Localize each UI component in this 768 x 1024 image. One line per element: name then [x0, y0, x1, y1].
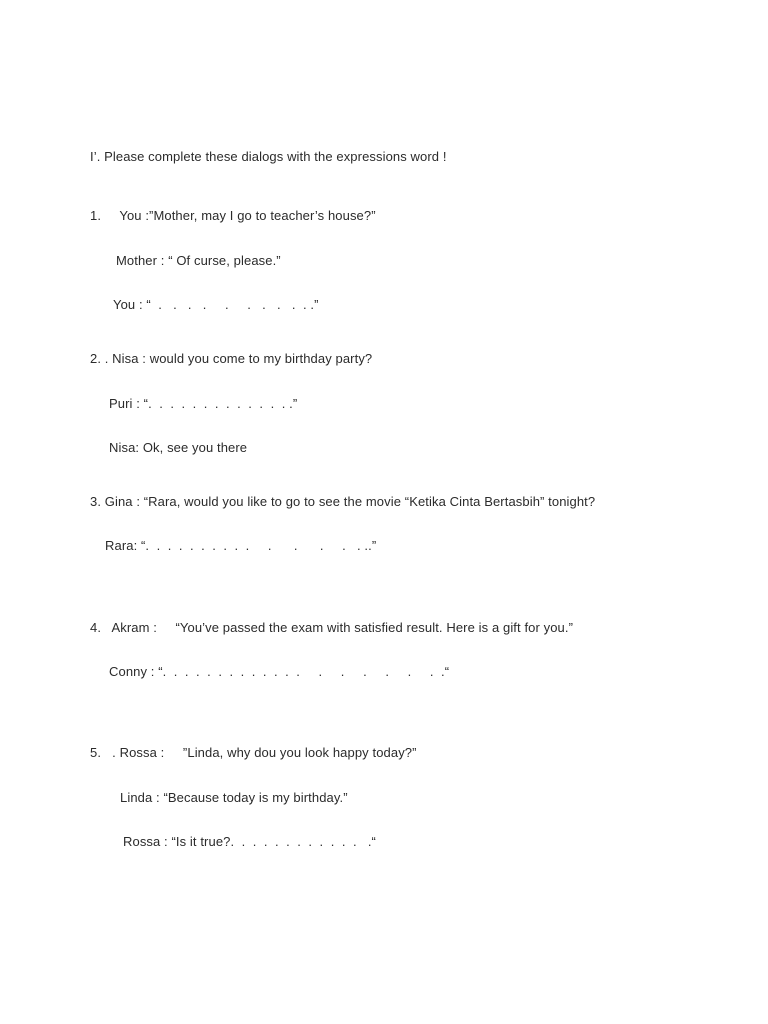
dialog-1-line-1: 1. You :”Mother, may I go to teacher’s house?” — [90, 208, 376, 223]
dialog-2-line-2: Puri : “. . . . . . . . . . . . . .” — [109, 396, 298, 411]
dialog-3-line-1: 3. Gina : “Rara, would you like to go to see the movie “Ketika Cinta Bertasbih” tonight? — [90, 494, 596, 509]
dialog-2-line-1: 2. . Nisa : would you come to my birthday party? — [90, 351, 373, 366]
instruction-text: I’. Please complete these dialogs with the expressions word ! — [90, 149, 447, 164]
dialog-3-line-2: Rara: “. . . . . . . . . . . . . . . ..” — [105, 538, 377, 553]
dialog-1-line-3: You : “ . . . . . . . . . . .” — [113, 297, 319, 312]
dialog-5-line-1: 5. . Rossa : ”Linda, why dou you look happy today?” — [90, 745, 417, 760]
dialog-5-line-3: Rossa : “Is it true?. . . . . . . . . . . . .“ — [123, 834, 376, 849]
dialog-1-line-2: Mother : “ Of curse, please.” — [116, 253, 281, 268]
dialog-4-line-2: Conny : “. . . . . . . . . . . . . . . . . . . .“ — [109, 664, 450, 679]
dialog-2-line-3: Nisa: Ok, see you there — [109, 440, 248, 455]
dialog-5-line-2: Linda : “Because today is my birthday.” — [120, 790, 348, 805]
dialog-4-line-1: 4. Akram : “You’ve passed the exam with satisfied result. Here is a gift for you.” — [90, 620, 574, 635]
